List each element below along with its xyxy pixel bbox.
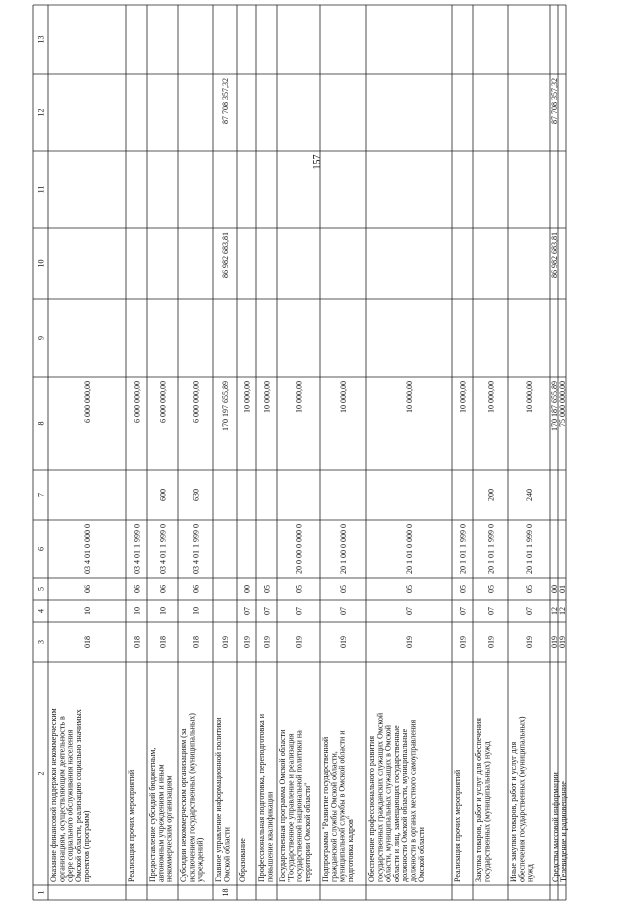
cell-description-line: Реализация прочих мероприятий [453,769,462,882]
cell-c3: 019 [525,636,534,648]
cell-description-line: повышение квалификации [265,791,275,882]
cell-c5: 00 [242,585,252,593]
column-header-3: 3 [36,640,46,644]
cell-description-line: Омской области, реализацию социально значимых [73,709,83,882]
cell-c3: 019 [486,636,496,648]
cell-c3: 019 [339,636,348,648]
column-header-2: 2 [36,771,46,776]
cell-description-line: Иные закупки товаров, работ и услуг для [509,741,518,882]
cell-description-line: организациям, осуществляющим деятельность в [57,716,67,882]
cell-description-line: нужд [525,864,535,882]
cell-description-line: Реализация прочих мероприятий [127,769,136,882]
cell-amount: 10 000,00 [339,381,348,413]
cell-description-line: "Государственное управление и реализация [286,733,296,882]
cell-amount: 10 000,00 [486,381,496,413]
cell-amount: 170 197 655,89 [221,381,230,431]
cell-c3: 019 [550,636,559,648]
cell-description-line: Субсидии некоммерческим организациям (за [179,728,188,882]
cell-c1: 18 [221,888,230,897]
cell-description-line: государственных гражданских служащих Омской [375,712,385,882]
cell-amount: 170 187 655,89 [550,381,559,431]
table-cells [37,36,569,897]
cell-description-line: Образование [238,838,247,882]
cell-c4: 07 [458,607,468,615]
cell-c4: 12 [558,607,567,615]
cell-description-line: Главное управление информационной политики [214,717,223,882]
cell-description-line: государственных (муниципальных) нужд [482,741,492,882]
cell-target-code: 03 4 01 1 999 0 [132,524,142,574]
column-header-9: 9 [36,336,46,340]
cell-description-line: подготовка кадров" [345,815,355,882]
column-header-6: 6 [36,547,46,551]
cell-c4: 07 [525,607,534,615]
cell-description-line: учреждений) [195,837,205,882]
cell-c4: 07 [294,607,304,615]
cell-c7: 200 [486,489,496,501]
cell-c7: 240 [525,489,534,501]
cell-amount: 86 982 683,81 [550,232,559,278]
cell-description-line: должности Омской области, муниципальные [400,728,410,882]
cell-c7: 600 [158,489,168,501]
column-header-7: 7 [36,493,46,497]
cell-description-line: гражданской службы Омской области, [329,751,339,882]
cell-description-line: исключением государственных (муниципальных) [187,713,197,882]
cell-amount: 10 000,00 [242,381,252,413]
cell-c3: 019 [242,636,252,648]
cell-c4: 10 [83,607,92,615]
cell-c5: 05 [339,585,348,593]
cell-c4: 07 [486,607,496,615]
cell-amount: 6 000 000,00 [158,381,168,423]
cell-c3: 019 [294,636,304,648]
cell-description-line: области и лиц, замещающих государственные [391,725,401,882]
cell-description-line: проектов (программ) [82,810,92,882]
cell-c5: 06 [83,585,92,593]
cell-c3: 018 [191,636,201,648]
cell-c4: 07 [339,607,348,615]
cell-description-line: автономным учреждениям и иным [156,764,166,882]
cell-description-line: Профессиональная подготовка, переподготовка и [257,714,266,882]
column-header-10: 10 [36,259,46,268]
cell-c7: 630 [191,489,201,501]
cell-c5: 05 [486,585,496,593]
cell-description-line: обеспечения государственных (муниципальных) [517,716,527,882]
cell-target-code: 20 1 01 1 999 0 [458,524,468,574]
cell-amount: 6 000 000,00 [191,381,201,423]
cell-amount: 10 000,00 [262,381,272,413]
cell-description-line: Средства массовой информации [551,772,560,882]
cell-target-code: 20 1 01 1 999 0 [525,524,534,574]
cell-amount: 10 000,00 [294,381,304,413]
cell-target-code: 20 1 00 0 000 0 [339,524,348,574]
cell-amount: 87 708 357,32 [550,78,559,124]
cell-c3: 019 [262,636,272,648]
cell-description-line: Омской области [416,827,426,882]
cell-description-line: области, муниципальных служащих в Омской [383,724,393,882]
cell-target-code: 03 4 01 0 000 0 [83,524,92,574]
cell-c4: 07 [405,607,414,615]
cell-amount: 75 000 000,00 [558,381,567,427]
cell-description-line: Обеспечение профессионального развития [367,735,376,882]
column-header-13: 13 [36,35,46,44]
column-header-1: 1 [36,890,46,895]
cell-c4: 10 [132,607,142,615]
cell-c3: 018 [132,636,142,648]
cell-description-line: Предоставление субсидий бюджетным, [148,747,157,882]
cell-description-line: Оказание финансовой поддержки некоммерческим [49,708,58,882]
cell-c5: 06 [191,585,201,593]
cell-description-line: должности в органах местного самоуправления [408,719,418,882]
cell-amount: 6 000 000,00 [83,381,92,423]
cell-target-code: 20 1 01 0 000 0 [405,524,414,574]
cell-c5: 05 [405,585,414,593]
cell-c4: 10 [158,607,168,615]
column-header-4: 4 [36,609,46,613]
cell-c4: 12 [550,607,559,615]
cell-c5: 05 [458,585,468,593]
cell-description-line: территории Омской области" [302,782,312,882]
cell-target-code: 03 4 01 1 999 0 [158,524,168,574]
cell-c5: 01 [558,585,567,593]
cell-amount: 87 708 357,32 [221,78,230,124]
cell-description-line: Государственная программа Омской области [278,729,287,882]
cell-description-line: Закупка товаров, работ и услуг для обеспечения [474,718,483,882]
cell-description-line: государственной национальной политики на [294,730,304,882]
cell-c5: 05 [262,585,272,593]
cell-amount: 10 000,00 [525,381,534,413]
cell-c3: 018 [158,636,168,648]
page-number: 157 [312,154,323,170]
cell-description-line: некоммерческим организациям [164,775,174,882]
column-header-12: 12 [36,108,46,117]
cell-description-line: Телевидение и радиовещание [559,781,568,882]
cell-c3: 019 [458,636,468,648]
cell-description-line: сфере социального обслуживания населения [65,729,75,882]
cell-c5: 06 [158,585,168,593]
column-header-11: 11 [36,185,46,194]
cell-amount: 10 000,00 [405,381,414,413]
cell-description-line: муниципальной службы в Омской области и [337,730,347,882]
cell-target-code: 20 0 00 0 000 0 [294,524,304,574]
cell-target-code: 20 1 01 1 999 0 [486,524,496,574]
cell-c3: 019 [558,636,567,648]
cell-c3: 019 [405,636,414,648]
column-header-5: 5 [36,587,46,591]
cell-c3: 019 [221,636,230,648]
cell-c4: 10 [191,607,201,615]
cell-c5: 06 [132,585,142,593]
cell-c4: 07 [242,607,252,615]
cell-c5: 05 [294,585,304,593]
column-header-8: 8 [36,421,46,426]
cell-c4: 07 [262,607,272,615]
cell-c5: 05 [525,585,534,593]
cell-description-line: Подпрограмма "Развитие государственной [321,736,330,882]
cell-description-line: Омской области [222,827,232,882]
cell-amount: 10 000,00 [458,381,468,413]
cell-target-code: 03 4 01 1 999 0 [191,524,201,574]
cell-c3: 018 [83,636,92,648]
cell-amount: 6 000 000,00 [132,381,142,423]
cell-c5: 00 [550,585,559,593]
cell-amount: 86 982 683,81 [221,232,230,278]
